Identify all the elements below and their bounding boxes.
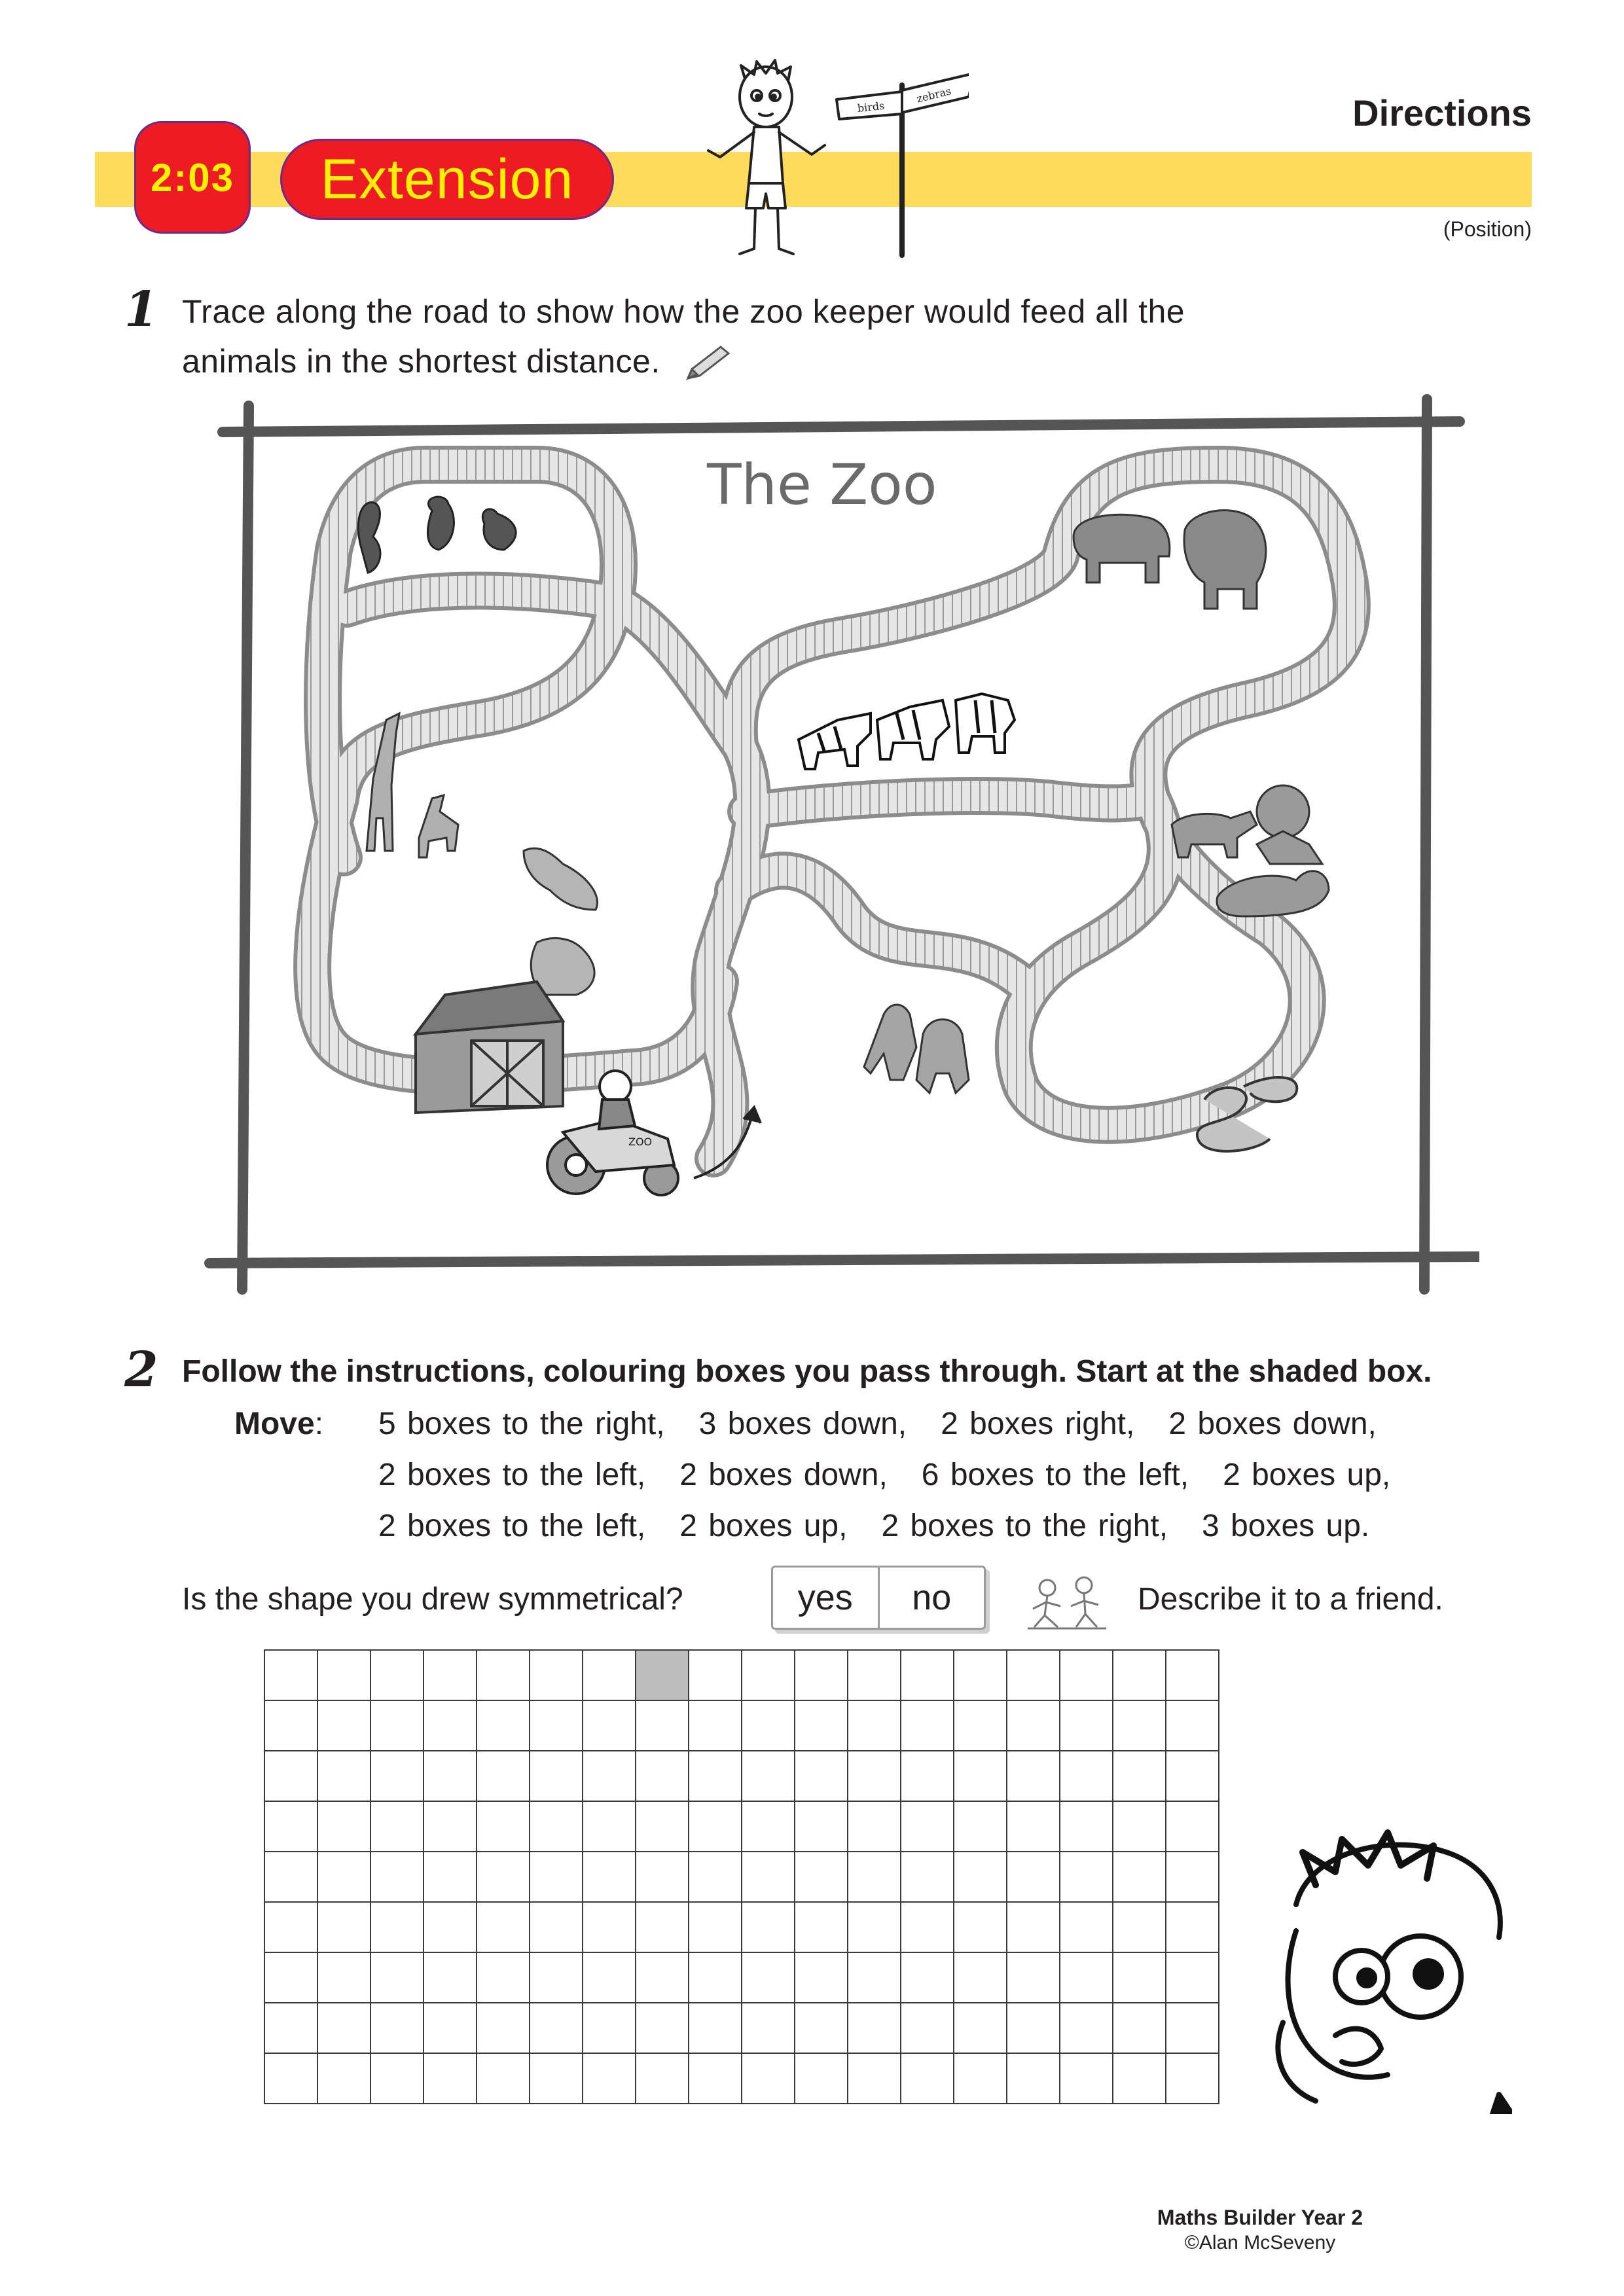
- grid-cell[interactable]: [1113, 1852, 1166, 1902]
- talking-children-icon: [1021, 1568, 1113, 1634]
- grid-cell[interactable]: [795, 1650, 848, 1700]
- grid-cell[interactable]: [1113, 1700, 1166, 1751]
- topic-subtitle: (Position): [1443, 217, 1532, 241]
- grid-cell[interactable]: [1060, 2053, 1113, 2104]
- grid-cell[interactable]: [370, 1852, 424, 1902]
- grid-row: [264, 1902, 1219, 1952]
- yes-no-choice: [771, 1566, 986, 1630]
- grid-cell[interactable]: [370, 1700, 424, 1751]
- grid-cell[interactable]: [1166, 1952, 1219, 2003]
- grid-cell[interactable]: [424, 1852, 477, 1902]
- grid-cell[interactable]: [264, 1902, 317, 1952]
- grid-cell[interactable]: [742, 1751, 795, 1801]
- grid-cell[interactable]: [1166, 2053, 1219, 2104]
- grid-row: [264, 1952, 1219, 2003]
- symmetry-question: Is the shape you drew symmetrical?: [182, 1582, 683, 1617]
- grid-cell[interactable]: [795, 1751, 848, 1801]
- grid-cell[interactable]: [689, 1650, 742, 1700]
- grid-cell[interactable]: [583, 1852, 636, 1902]
- grid-cell[interactable]: [742, 1852, 795, 1902]
- pencil-icon: [683, 344, 735, 384]
- grid-cell[interactable]: [954, 1650, 1007, 1700]
- grid-cell[interactable]: [583, 1902, 636, 1952]
- grid-cell[interactable]: [1060, 1751, 1113, 1801]
- grid-cell[interactable]: [689, 2003, 742, 2053]
- apes-enclosure[interactable]: [864, 1005, 969, 1093]
- grid-cell[interactable]: [370, 1902, 424, 1952]
- grid-cell[interactable]: [1007, 1852, 1060, 1902]
- grid-cell[interactable]: [901, 1751, 954, 1801]
- grid-cell[interactable]: [1007, 1751, 1060, 1801]
- grid-cell[interactable]: [317, 1902, 370, 1952]
- grid-cell[interactable]: [901, 1902, 954, 1952]
- grid-cell[interactable]: [477, 1902, 530, 1952]
- grid-cell[interactable]: [689, 1902, 742, 1952]
- grid-cell[interactable]: [954, 1700, 1007, 1751]
- grid-cell[interactable]: [477, 1650, 530, 1700]
- grid-cell[interactable]: [1166, 1852, 1219, 1902]
- grid-cell[interactable]: [424, 2053, 477, 2104]
- grid-cell[interactable]: [689, 1852, 742, 1902]
- grid-cell[interactable]: [848, 2003, 901, 2053]
- move-line-2: 2 boxes to the left, 2 boxes down, 6 boxes to the left, 2 boxes up,: [378, 1458, 1391, 1492]
- grid-cell[interactable]: [901, 1852, 954, 1902]
- grid-cell[interactable]: [848, 1650, 901, 1700]
- grid-cell[interactable]: [1113, 1751, 1166, 1801]
- topic-title: Directions: [1352, 92, 1532, 134]
- grid-cell[interactable]: [264, 1751, 317, 1801]
- grid-row: [264, 1751, 1219, 1801]
- grid-cell[interactable]: [636, 1801, 689, 1852]
- grid-cell[interactable]: [317, 2053, 370, 2104]
- grid-cell[interactable]: [530, 1650, 583, 1700]
- grid-cell[interactable]: [317, 1700, 370, 1751]
- question-1-line-2-text: animals in the shortest distance.: [182, 343, 660, 380]
- grid-cell[interactable]: [901, 1700, 954, 1751]
- yes-option[interactable]: yes: [797, 1578, 853, 1617]
- grid-cell[interactable]: [848, 1700, 901, 1751]
- question-1-line-2: [182, 336, 1360, 386]
- grid-cell[interactable]: [370, 1650, 424, 1700]
- grid-cell[interactable]: [742, 1801, 795, 1852]
- grid-cell-start-shaded[interactable]: [636, 1650, 689, 1700]
- grid-cell[interactable]: [530, 2053, 583, 2104]
- grid-cell[interactable]: [370, 1751, 424, 1801]
- grid-cell[interactable]: [583, 1952, 636, 2003]
- no-option[interactable]: no: [878, 1568, 984, 1628]
- grid-cell[interactable]: [477, 1700, 530, 1751]
- grid-cell[interactable]: [954, 2003, 1007, 2053]
- question-1-line-1: Trace along the road to show how the zoo keeper would feed all the: [182, 293, 1185, 330]
- grid-cell[interactable]: [1060, 1902, 1113, 1952]
- footer-copyright: ©Alan McSeveny: [1184, 2232, 1336, 2253]
- grid-cell[interactable]: [530, 1952, 583, 2003]
- grid-cell[interactable]: [370, 2053, 424, 2104]
- grid-cell[interactable]: [1166, 1751, 1219, 1801]
- grid-cell[interactable]: [583, 2003, 636, 2053]
- kangaroos-enclosure[interactable]: [524, 848, 598, 995]
- grid-cell[interactable]: [424, 1650, 477, 1700]
- signpost-birds: birds: [856, 99, 886, 115]
- grid-cell[interactable]: [317, 1852, 370, 1902]
- grid-cell[interactable]: [1166, 1700, 1219, 1751]
- grid-cell[interactable]: [1007, 1801, 1060, 1852]
- grid-cell[interactable]: [477, 1801, 530, 1852]
- grid-cell[interactable]: [1007, 2053, 1060, 2104]
- grid-cell[interactable]: [1166, 1650, 1219, 1700]
- grid-cell[interactable]: [424, 1700, 477, 1751]
- grid-cell[interactable]: [424, 2003, 477, 2053]
- grid-cell[interactable]: [264, 1952, 317, 2003]
- grid-cell[interactable]: [1060, 2003, 1113, 2053]
- move-line-1: 5 boxes to the right, 3 boxes down, 2 boxes right, 2 boxes down,: [378, 1407, 1377, 1441]
- grid-cell[interactable]: [795, 1952, 848, 2003]
- grid-cell[interactable]: [636, 2003, 689, 2053]
- grid-cell[interactable]: [901, 2053, 954, 2104]
- grid-cell[interactable]: [901, 1801, 954, 1852]
- grid-cell[interactable]: [742, 2003, 795, 2053]
- grid-cell[interactable]: [1007, 1902, 1060, 1952]
- grid-cell[interactable]: [1113, 1902, 1166, 1952]
- elephants-enclosure[interactable]: [1074, 511, 1266, 609]
- grid-cell[interactable]: [424, 1801, 477, 1852]
- move-label: Move:: [234, 1407, 324, 1441]
- grid-cell[interactable]: [1166, 1902, 1219, 1952]
- zoo-map: [196, 393, 1479, 1302]
- grid-cell[interactable]: [742, 2053, 795, 2104]
- grid-cell[interactable]: [264, 2053, 317, 2104]
- grid-row: [264, 1852, 1219, 1902]
- move-line-3: 2 boxes to the left, 2 boxes up, 2 boxes to the right, 3 boxes up.: [378, 1509, 1370, 1543]
- grid-cell[interactable]: [901, 1650, 954, 1700]
- grid-cell[interactable]: [583, 1650, 636, 1700]
- grid-cell[interactable]: [477, 1751, 530, 1801]
- question-2-number: 2: [124, 1342, 158, 1398]
- grid-cell[interactable]: [1113, 2003, 1166, 2053]
- question-1-number: 1: [124, 281, 158, 338]
- grid-cell[interactable]: [1007, 1952, 1060, 2003]
- grid-cell[interactable]: [636, 1852, 689, 1902]
- grid-cell[interactable]: [689, 1952, 742, 2003]
- grid-cell[interactable]: [317, 1751, 370, 1801]
- grid-cell[interactable]: [636, 1902, 689, 1952]
- grid-cell[interactable]: [636, 1952, 689, 2003]
- grid-cell[interactable]: [264, 2003, 317, 2053]
- grid-cell[interactable]: [848, 1902, 901, 1952]
- grid-cell[interactable]: [636, 1751, 689, 1801]
- grid-row: [264, 2003, 1219, 2053]
- grid-cell[interactable]: [795, 1801, 848, 1852]
- grid-cell[interactable]: [1007, 2003, 1060, 2053]
- grid-cell[interactable]: [954, 1902, 1007, 1952]
- section-number-badge: 2:03: [134, 121, 251, 234]
- grid-cell[interactable]: [530, 1902, 583, 1952]
- grid-cell[interactable]: [477, 2053, 530, 2104]
- grid-cell[interactable]: [370, 1801, 424, 1852]
- grid-cell[interactable]: [530, 1700, 583, 1751]
- grid-cell[interactable]: [689, 1751, 742, 1801]
- grid-cell[interactable]: [795, 2003, 848, 2053]
- grid-cell[interactable]: [689, 1801, 742, 1852]
- grid-cell[interactable]: [530, 1801, 583, 1852]
- grid-cell[interactable]: [424, 1952, 477, 2003]
- grid-cell[interactable]: [901, 2003, 954, 2053]
- tractor-label: ZOO: [628, 1136, 653, 1148]
- grid-cell[interactable]: [530, 2003, 583, 2053]
- barn-illustration: [416, 982, 563, 1113]
- grid-cell[interactable]: [636, 1700, 689, 1751]
- zoo-map-title: The Zoo: [707, 452, 937, 518]
- grid-cell[interactable]: [1113, 1650, 1166, 1700]
- grid-cell[interactable]: [530, 1852, 583, 1902]
- grid-row: [264, 1650, 1219, 1700]
- grid-cell[interactable]: [1007, 1700, 1060, 1751]
- grid-cell[interactable]: [848, 1952, 901, 2003]
- grid-cell[interactable]: [1166, 1801, 1219, 1852]
- grid-cell[interactable]: [370, 1952, 424, 2003]
- boy-signpost-illustration: [694, 59, 969, 268]
- grid-cell[interactable]: [1060, 1650, 1113, 1700]
- grid-row: [264, 1700, 1219, 1751]
- grid-cell[interactable]: [742, 1700, 795, 1751]
- grid-cell[interactable]: [424, 1902, 477, 1952]
- grid-cell[interactable]: [1166, 2003, 1219, 2053]
- grid-cell[interactable]: [583, 1700, 636, 1751]
- grid-cell[interactable]: [264, 1852, 317, 1902]
- grid-cell[interactable]: [583, 2053, 636, 2104]
- grid-cell[interactable]: [317, 1952, 370, 2003]
- grid-cell[interactable]: [530, 1751, 583, 1801]
- grid-cell[interactable]: [1060, 1700, 1113, 1751]
- grid-cell[interactable]: [954, 1801, 1007, 1852]
- describe-prompt: Describe it to a friend.: [1138, 1582, 1443, 1617]
- grid-cell[interactable]: [1113, 2053, 1166, 2104]
- grid-cell[interactable]: [264, 1650, 317, 1700]
- grid-cell[interactable]: [848, 1801, 901, 1852]
- grid-cell[interactable]: [317, 2003, 370, 2053]
- grid-cell[interactable]: [424, 1751, 477, 1801]
- grid-cell[interactable]: [477, 2003, 530, 2053]
- grid-cell[interactable]: [317, 1650, 370, 1700]
- grid-cell[interactable]: [583, 1801, 636, 1852]
- colouring-grid[interactable]: [264, 1649, 1219, 2104]
- grid-cell[interactable]: [477, 1852, 530, 1902]
- grid-cell[interactable]: [1060, 1801, 1113, 1852]
- grid-cell[interactable]: [848, 1751, 901, 1801]
- grid-cell[interactable]: [1060, 1952, 1113, 2003]
- grid-cell[interactable]: [954, 1952, 1007, 2003]
- grid-cell[interactable]: [689, 2053, 742, 2104]
- grid-cell[interactable]: [954, 1751, 1007, 1801]
- grid-cell[interactable]: [742, 1952, 795, 2003]
- birds-enclosure[interactable]: [358, 497, 516, 573]
- grid-cell[interactable]: [636, 2053, 689, 2104]
- grid-cell[interactable]: [742, 1902, 795, 1952]
- grid-row: [264, 1801, 1219, 1852]
- grid-cell[interactable]: [795, 2053, 848, 2104]
- grid-cell[interactable]: [1060, 1852, 1113, 1902]
- grid-cell[interactable]: [848, 2053, 901, 2104]
- grid-cell[interactable]: [583, 1751, 636, 1801]
- signpost-zebras: zebras: [915, 84, 952, 105]
- grid-cell[interactable]: [954, 1852, 1007, 1902]
- grid-cell[interactable]: [1007, 1650, 1060, 1700]
- question-2-instruction: Follow the instructions, colouring boxes you pass through. Start at the shaded box.: [182, 1354, 1432, 1389]
- grid-cell[interactable]: [795, 1902, 848, 1952]
- grid-cell[interactable]: [370, 2003, 424, 2053]
- grid-cell[interactable]: [795, 1700, 848, 1751]
- grid-cell[interactable]: [477, 1952, 530, 2003]
- grid-row: [264, 2053, 1219, 2104]
- grid-cell[interactable]: [901, 1952, 954, 2003]
- grid-cell[interactable]: [795, 1852, 848, 1902]
- grid-cell[interactable]: [689, 1700, 742, 1751]
- footer-book-title: Maths Builder Year 2: [1157, 2206, 1363, 2229]
- extension-badge: Extension: [280, 139, 614, 220]
- thinking-boy-illustration: [1257, 1826, 1512, 2114]
- question-1-text: [182, 287, 1360, 386]
- grid-cell[interactable]: [954, 2053, 1007, 2104]
- grid-cell[interactable]: [848, 1852, 901, 1902]
- grid-cell[interactable]: [1113, 1801, 1166, 1852]
- grid-cell[interactable]: [1113, 1952, 1166, 2003]
- grid-cell[interactable]: [264, 1801, 317, 1852]
- grid-cell[interactable]: [317, 1801, 370, 1852]
- grid-cell[interactable]: [742, 1650, 795, 1700]
- zebras-enclosure[interactable]: [799, 694, 1015, 769]
- grid-cell[interactable]: [264, 1700, 317, 1751]
